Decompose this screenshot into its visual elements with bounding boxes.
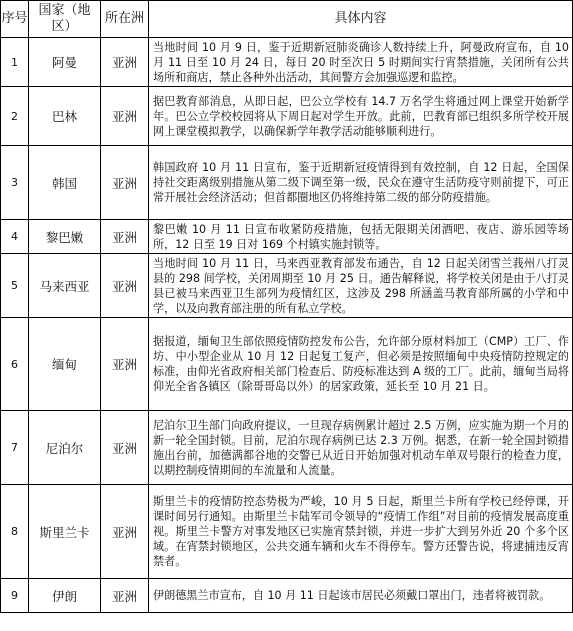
row-continent: 亚洲	[101, 411, 149, 485]
header-content: 具体内容	[149, 1, 573, 38]
header-country: 国家（地区）	[29, 1, 101, 38]
row-index: 1	[1, 38, 29, 87]
row-index: 3	[1, 146, 29, 220]
table-row	[1, 579, 573, 613]
row-content: 伊朗德黑兰市宣布，自 10 月 11 日起该市居民必须戴口罩出门，违者将被罚款。	[149, 579, 573, 613]
table-row	[1, 411, 573, 485]
row-continent: 亚洲	[101, 87, 149, 146]
row-country: 尼泊尔	[29, 411, 101, 485]
row-index: 9	[1, 579, 29, 613]
row-index: 7	[1, 411, 29, 485]
table-row	[1, 220, 573, 254]
row-continent: 亚洲	[101, 485, 149, 579]
table-row	[1, 38, 573, 87]
row-content: 韩国政府 10 月 11 日宣布，鉴于近期新冠疫情得到有效控制，自 12 日起，全国保持社交距离级别措施从第二级下调至第一级，民众在遵守生活防疫守则前提下，可正常开展社会经济活动；但首都圈地区仍将维持第二级的部分防疫措施。	[149, 146, 573, 220]
row-index: 5	[1, 254, 29, 318]
row-continent: 亚洲	[101, 38, 149, 87]
row-content: 据报道，缅甸卫生部依照疫情防控发布公告，允许部分原材料加工（CMP）工厂、作坊、中小型企业从 10 月 12 日起复工复产，但必须是按照缅甸中央疫情防控规定的标准，由仰光省政府相关部门检查后、防疫标准达到 A 级的工厂。此前，缅甸当局将仰光全省各镇区（除哥哥岛以外）的居家政策，延长至 10 月 21 日。	[149, 318, 573, 411]
row-country: 巴林	[29, 87, 101, 146]
row-country: 伊朗	[29, 579, 101, 613]
table-row	[1, 254, 573, 318]
row-index: 2	[1, 87, 29, 146]
row-continent: 亚洲	[101, 146, 149, 220]
row-content: 当地时间 10 月 11 日，马来西亚教育部发布通告，自 12 日起关闭雪兰莪州八打灵县的 298 间学校，关闭周期至 10 月 25 日。通告解释说，将学校关闭是由于八打灵县已被马来西亚卫生部列为疫情红区，这涉及 298 所涵盖马教育部所属的小学和中学，以及向教育部注册的所有私立学校。	[149, 254, 573, 318]
row-country: 韩国	[29, 146, 101, 220]
row-continent: 亚洲	[101, 579, 149, 613]
row-country: 黎巴嫩	[29, 220, 101, 254]
table-row	[1, 318, 573, 411]
table-row	[1, 87, 573, 146]
row-index: 8	[1, 485, 29, 579]
header-index: 序号	[1, 1, 29, 38]
table-header-row	[1, 1, 573, 38]
row-content: 斯里兰卡的疫情防控态势极为严峻，10 月 5 日起，斯里兰卡所有学校已经停课，开课时间另行通知。由斯里兰卡陆军司令领导的“疫情工作组”对目前的疫情发展高度重视。斯里兰卡警方对事发地区已实施宵禁封锁，并进一步扩大到另外近 20 个多个区域。在宵禁封锁地区，公共交通车辆和火车不得停车。警方还警告说，将逮捕违反宵禁者。	[149, 485, 573, 579]
table-row	[1, 146, 573, 220]
row-content: 当地时间 10 月 9 日，鉴于近期新冠肺炎确诊人数持续上升，阿曼政府宣布，自 10 月 11 日至 10 月 24 日，每日 20 时至次日 5 时期间实行宵禁措施，关闭所有公共场所和商店，禁止各种外出活动，其间警方会加强巡逻和监控。	[149, 38, 573, 87]
row-country: 斯里兰卡	[29, 485, 101, 579]
row-content: 尼泊尔卫生部门向政府提议，一旦现存病例累计超过 2.5 万例，应实施为期一个月的新一轮全国封锁。目前，尼泊尔现存病例已达 2.3 万例。据悉，在新一轮全国封锁措施出台前，加德满都谷地的交警已从近日开始加强对机动车单双号限行的检查力度，以期控制疫情期间的车流量和人流量。	[149, 411, 573, 485]
header-continent: 所在洲	[101, 1, 149, 38]
row-country: 缅甸	[29, 318, 101, 411]
row-country: 马来西亚	[29, 254, 101, 318]
row-content: 黎巴嫩 10 月 11 日宣布收紧防疫措施，包括无限期关闭酒吧、夜店、游乐园等场所，12 日至 19 日对 169 个村镇实施封锁等。	[149, 220, 573, 254]
table-row	[1, 485, 573, 579]
row-continent: 亚洲	[101, 318, 149, 411]
row-content: 据巴教育部消息，从即日起，巴公立学校有 14.7 万名学生将通过网上课堂开始新学年。巴公立学校校园将从下周日起对学生开放。此前，巴教育部已组织多所学校开展网上课堂模拟教学，以确保新学年教学活动能够顺利进行。	[149, 87, 573, 146]
row-index: 4	[1, 220, 29, 254]
row-continent: 亚洲	[101, 254, 149, 318]
row-country: 阿曼	[29, 38, 101, 87]
row-index: 6	[1, 318, 29, 411]
row-continent: 亚洲	[101, 220, 149, 254]
